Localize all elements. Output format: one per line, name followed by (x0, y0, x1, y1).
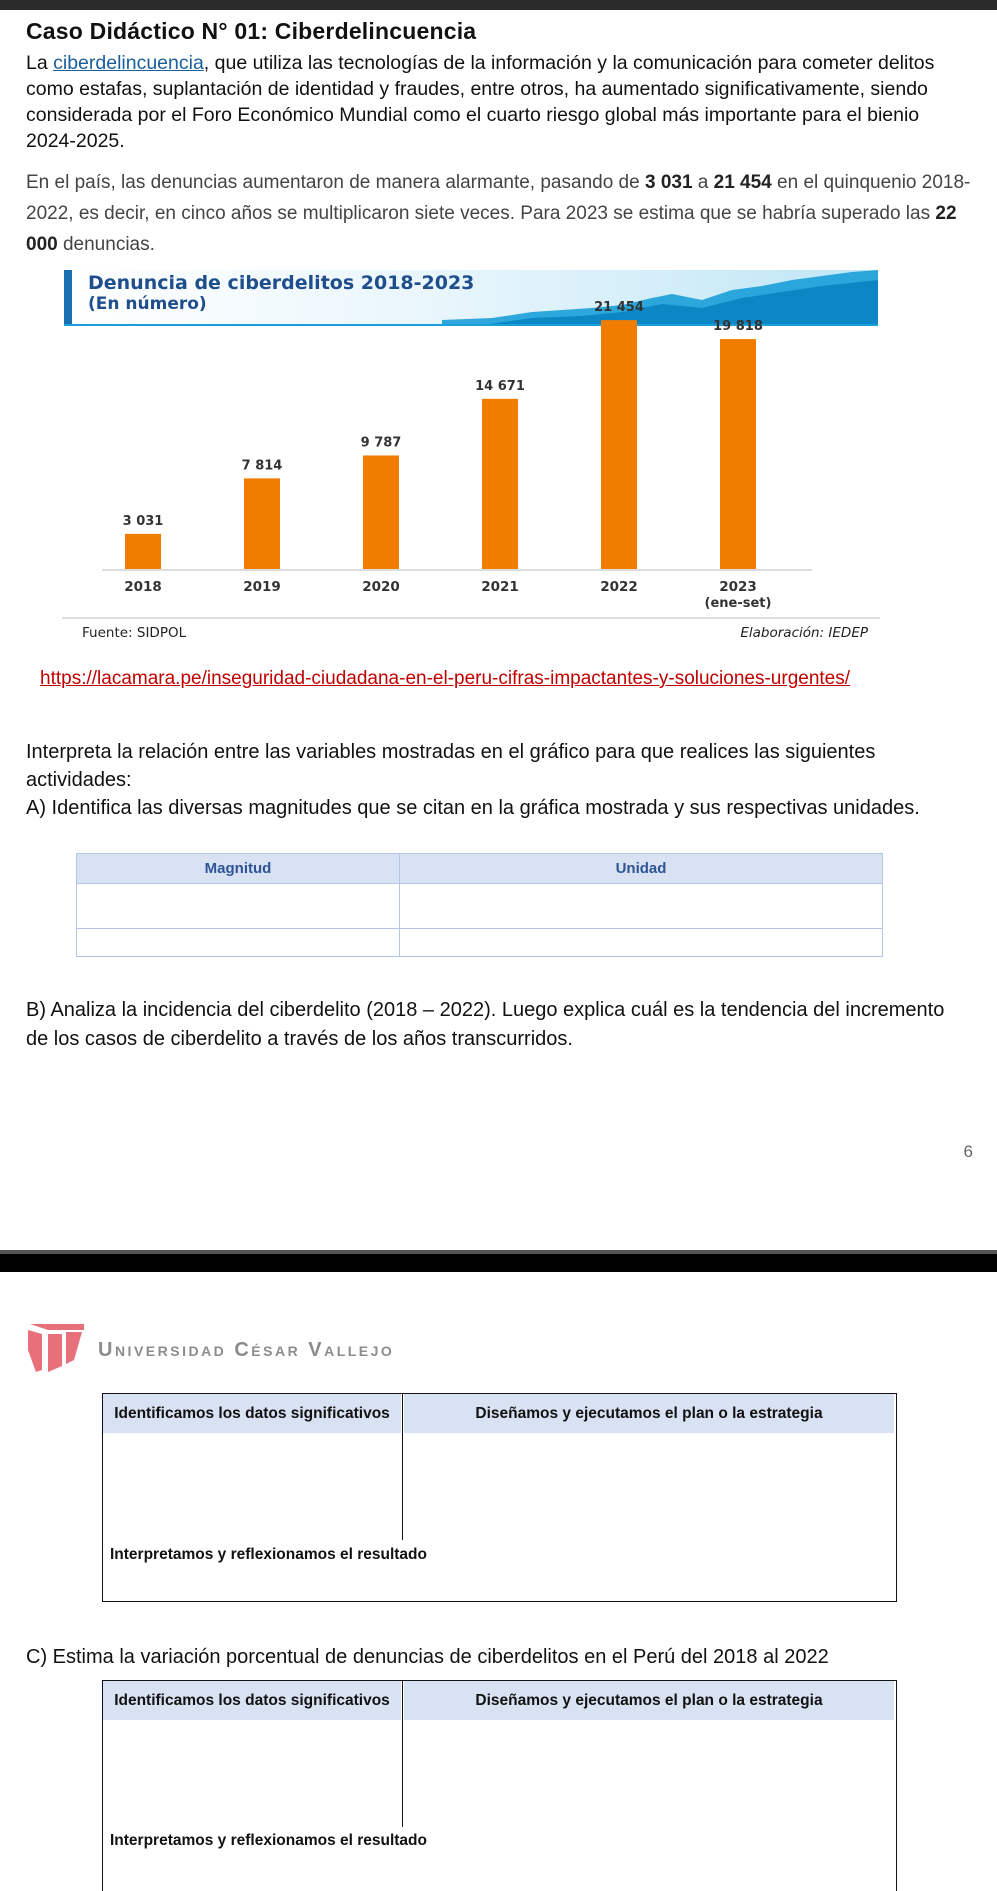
chart-title: Denuncia de ciberdelitos 2018-2023 (88, 272, 475, 294)
input-plan-c[interactable] (404, 1721, 894, 1826)
intro-paragraph (26, 50, 971, 154)
intro-prefix: La (26, 52, 54, 74)
chart-bars (123, 300, 772, 611)
bar-2020 (363, 455, 399, 569)
number-21454: 21 454 (713, 172, 772, 193)
question-b: B) Analiza la incidencia del ciberdelito (2018 – 2022). Luego explica cuál es la tendencia del incremento de los casos de ciberdelito a través de los años transcurridos. (26, 999, 945, 1050)
bar-chart (62, 268, 880, 644)
question-c: C) Estima la variación porcentual de denuncias de ciberdelitos en el Perú del 2018 al 2022 (26, 1646, 829, 1668)
chart-credit: Elaboración: IEDEP (740, 625, 868, 641)
col-unidad: Unidad (400, 854, 883, 884)
ciberdelincuencia-link[interactable]: ciberdelincuencia (53, 52, 204, 74)
context-text-2: a (692, 172, 714, 193)
header-plan-b: Diseñamos y ejecutamos el plan o la estrategia (404, 1394, 894, 1433)
value-label-2023: 19 818 (713, 319, 763, 335)
bar-2021 (482, 399, 518, 569)
chart-source: Fuente: SIDPOL (82, 625, 187, 641)
bar-2022 (601, 320, 637, 569)
value-label-2021: 14 671 (475, 378, 525, 394)
col-magnitud: Magnitud (77, 854, 400, 884)
source-link[interactable]: https://lacamara.pe/inseguridad-ciudadana-en-el-peru-cifras-impactantes-y-soluciones-urgentes/ (40, 668, 851, 689)
value-label-2022: 21 454 (594, 300, 644, 316)
chart-banner-accent (64, 270, 72, 325)
category-label-2018: 2018 (124, 579, 162, 595)
label-interpretamos-c: Interpretamos y reflexionamos el resultado (110, 1832, 427, 1849)
header-datos-b: Identificamos los datos significativos (103, 1394, 401, 1433)
category-label-2020: 2020 (362, 579, 400, 595)
value-label-2020: 9 787 (360, 435, 402, 451)
label-interpretamos-b: Interpretamos y reflexionamos el resultado (110, 1546, 427, 1563)
header-datos-c: Identificamos los datos significativos (103, 1681, 401, 1720)
category-note-2023: (ene-set) (704, 596, 772, 611)
context-text-1: En el país, las denuncias aumentaron de manera alarmante, pasando de (26, 172, 645, 193)
cell-unidad-1[interactable] (400, 884, 883, 929)
category-label-2019: 2019 (243, 579, 281, 595)
page-break-edge (0, 1250, 997, 1254)
university-name: Universidad César Vallejo (98, 1339, 395, 1361)
cell-magnitud-1[interactable] (77, 884, 400, 929)
value-label-2019: 7 814 (241, 458, 283, 474)
page-number: 6 (963, 1142, 973, 1161)
input-plan-b[interactable] (404, 1434, 894, 1539)
cell-unidad-2[interactable] (400, 929, 883, 957)
window-top-bar (0, 0, 997, 10)
number-22000: 22 000 (26, 203, 957, 255)
number-3031: 3 031 (644, 172, 693, 193)
category-label-2022: 2022 (600, 579, 638, 595)
input-datos-c[interactable] (103, 1721, 401, 1826)
category-label-2023: 2023 (719, 579, 757, 595)
input-datos-b[interactable] (103, 1434, 401, 1539)
header-plan-c: Diseñamos y ejecutamos el plan o la estrategia (404, 1681, 894, 1720)
context-paragraph (26, 167, 971, 260)
question-a: A) Identifica las diversas magnitudes que se citan en la gráfica mostrada y sus respectivas unidades. (26, 797, 920, 819)
divider-c (402, 1681, 403, 1827)
cell-magnitud-2[interactable] (77, 929, 400, 957)
value-label-2018: 3 031 (122, 513, 164, 529)
instructions-intro: Interpreta la relación entre las variables mostradas en el gráfico para que realices las siguientes actividades: (26, 741, 876, 791)
category-label-2021: 2021 (481, 579, 519, 595)
university-logo-icon (26, 1320, 88, 1376)
bar-2018 (125, 534, 161, 569)
magnitud-unidad-table (76, 853, 883, 957)
intro-text: , que utiliza las tecnologías de la información y la comunicación para cometer delitos como estafas, suplantación de identidad y fraudes, entre otros, ha aumentado significativamente, siendo considerada por el Foro Económico Mundial como el cuarto riesgo global más importante para el bienio 2024-2025. (26, 52, 935, 152)
chart-subtitle: (En número) (88, 294, 207, 314)
bar-2019 (244, 478, 280, 569)
divider-b (402, 1394, 403, 1540)
context-text-4: denuncias. (57, 234, 155, 255)
page-title: Caso Didáctico N° 01: Ciberdelincuencia (26, 18, 477, 44)
bar-2023 (720, 339, 756, 569)
context-text-3: en el quinquenio 2018-2022, es decir, en cinco años se multiplicaron siete veces. Para 2023 se estima que se habría superado las (26, 172, 971, 224)
